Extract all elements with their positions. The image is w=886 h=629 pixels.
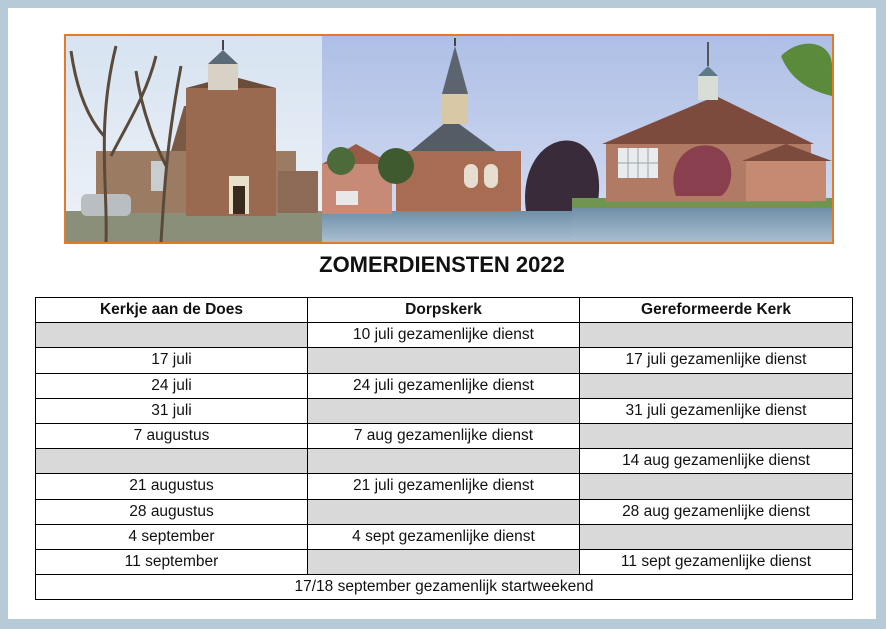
table-cell: 24 juli (36, 373, 308, 398)
table-cell: 31 juli gezamenlijke dienst (580, 398, 853, 423)
table-row (36, 524, 853, 549)
table-cell (580, 474, 853, 499)
table-row (36, 323, 853, 348)
churches-photo (64, 34, 834, 244)
table-cell (580, 423, 853, 448)
table-row (36, 474, 853, 499)
page-title: ZOMERDIENSTEN 2022 (319, 252, 565, 277)
table-cell: 4 september (36, 524, 308, 549)
table-cell (36, 323, 308, 348)
schedule-table (35, 297, 853, 600)
header-cell-dorpskerk: Dorpskerk (308, 298, 580, 323)
table-cell: 17 juli (36, 348, 308, 373)
table-cell: 10 juli gezamenlijke dienst (308, 323, 580, 348)
table-row (36, 449, 853, 474)
table-cell: 24 juli gezamenlijke dienst (308, 373, 580, 398)
table-cell (308, 348, 580, 373)
table-cell (580, 323, 853, 348)
table-cell: 21 augustus (36, 474, 308, 499)
table-cell: 7 aug gezamenlijke dienst (308, 423, 580, 448)
table-cell: 7 augustus (36, 423, 308, 448)
table-cell: 17 juli gezamenlijke dienst (580, 348, 853, 373)
table-cell: 28 aug gezamenlijke dienst (580, 499, 853, 524)
startweekend-cell: 17/18 september gezamenlijk startweekend (36, 575, 853, 600)
table-cell (580, 524, 853, 549)
header-cell-kerkje: Kerkje aan de Does (36, 298, 308, 323)
table-cell: 28 augustus (36, 499, 308, 524)
footer-row (36, 575, 853, 600)
table-row (36, 398, 853, 423)
table-cell: 11 september (36, 549, 308, 574)
table-row (36, 373, 853, 398)
table-cell: 31 juli (36, 398, 308, 423)
table-cell (308, 499, 580, 524)
header-row (36, 298, 853, 323)
table-cell (36, 449, 308, 474)
table-cell: 4 sept gezamenlijke dienst (308, 524, 580, 549)
table-row (36, 348, 853, 373)
table-cell: 11 sept gezamenlijke dienst (580, 549, 853, 574)
table-cell (308, 398, 580, 423)
table-row (36, 549, 853, 574)
table-cell (580, 373, 853, 398)
schedule-card (8, 8, 876, 619)
table-cell (308, 449, 580, 474)
table-row (36, 423, 853, 448)
table-cell: 14 aug gezamenlijke dienst (580, 449, 853, 474)
header-cell-gereformeerde: Gereformeerde Kerk (580, 298, 853, 323)
table-cell: 21 juli gezamenlijke dienst (308, 474, 580, 499)
table-cell (308, 549, 580, 574)
table-row (36, 499, 853, 524)
